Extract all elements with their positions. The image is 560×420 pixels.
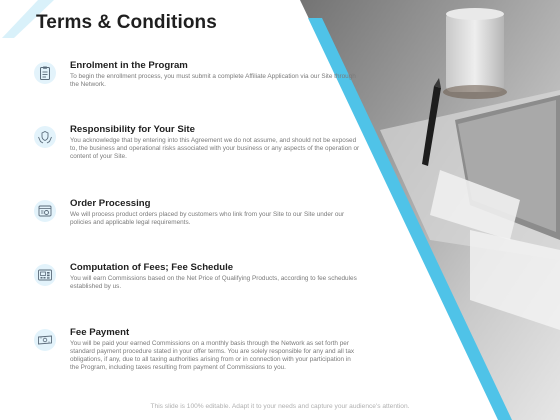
list-item [34, 198, 364, 234]
money-icon [34, 329, 56, 351]
item-description: To begin the enrollment process, you must submit a complete Affiliate Application via our Site through the Network. [70, 73, 356, 88]
item-title: Responsibility for Your Site [70, 124, 195, 135]
item-description: You will earn Commissions based on the Net Price of Qualifying Products, according to fee schedules established by us. [70, 275, 357, 290]
item-title: Computation of Fees; Fee Schedule [70, 262, 234, 273]
page-title: Terms & Conditions [36, 12, 217, 33]
list-item [34, 262, 364, 298]
item-description: You acknowledge that by entering into this Agreement we do not assume, and should not be exposed to, the business and operational risks associated with your business or any aspects of the operation or content of your Site. [70, 137, 360, 160]
item-title: Fee Payment [70, 327, 130, 338]
item-description: You will be paid your earned Commissions on a monthly basis through the Network as set forth per standard payment procedure stated in your offer terms. You are solely responsible for any and all tax obligations, if any, due to all taxing authorities arising from or in connection with your participation in the Program, including taxes resulting from payment of Commissions to you. [70, 340, 355, 371]
clipboard-icon [34, 62, 56, 84]
calculator-icon [34, 264, 56, 286]
item-title: Enrolment in the Program [70, 60, 188, 71]
item-description: We will process product orders placed by customers who link from your Site to our Site under our policies and applicable legal requirements. [70, 211, 345, 226]
list-item [34, 124, 364, 172]
item-title: Order Processing [70, 198, 151, 209]
list-item [34, 60, 364, 100]
hands-shield-icon [34, 126, 56, 148]
settings-window-icon [34, 200, 56, 222]
list-item [34, 327, 364, 383]
footer-note: This slide is 100% editable. Adapt it to your needs and capture your audience's attention. [150, 403, 410, 410]
